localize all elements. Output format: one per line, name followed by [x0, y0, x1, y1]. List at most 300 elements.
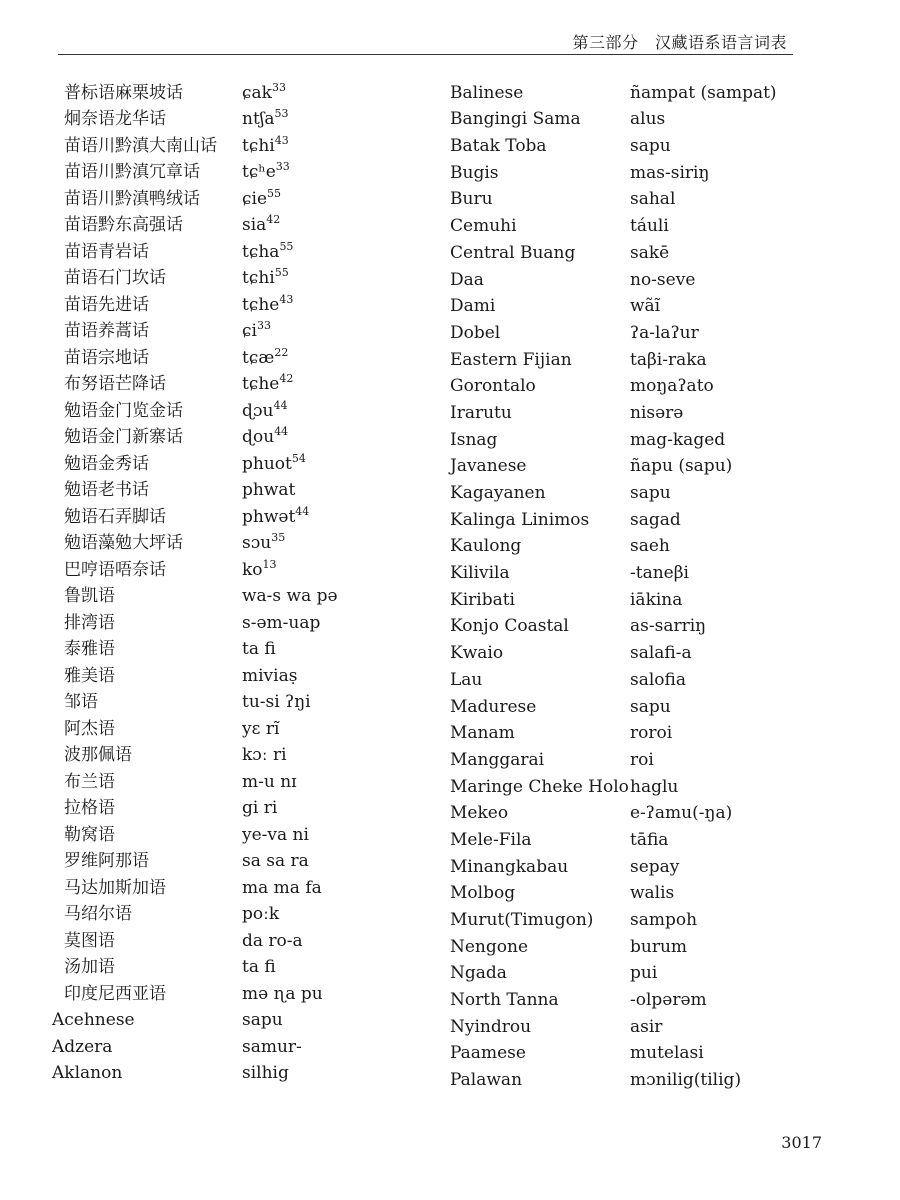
language-name: 炯奈语龙华话 — [64, 109, 166, 129]
language-name: Kagayanen — [450, 483, 546, 503]
tone-mark: 35 — [271, 531, 286, 544]
word-entry — [52, 659, 432, 686]
word-entry — [450, 423, 780, 450]
word-form-text: wãĩ — [630, 296, 661, 317]
word-form — [242, 321, 271, 341]
word-entry — [52, 182, 432, 209]
language-name: 苗语川黔滇冗章话 — [64, 162, 200, 182]
word-entry — [450, 983, 780, 1010]
word-entry — [450, 209, 780, 236]
word-form-text: haglu — [630, 776, 679, 797]
word-form-text: kɔː ri — [242, 745, 287, 765]
word-form-text: ñapu (sapu) — [630, 456, 733, 477]
language-name: 普标语麻栗坡话 — [64, 82, 183, 103]
word-form — [630, 243, 669, 263]
word-entry — [52, 580, 432, 607]
word-entry — [450, 103, 780, 130]
word-form-text: sia — [242, 215, 267, 235]
language-name: Buru — [450, 189, 493, 210]
word-form — [242, 239, 294, 262]
word-form — [630, 376, 714, 396]
word-form — [630, 670, 686, 690]
word-entry — [52, 739, 432, 766]
language-name: Mele-Fila — [450, 829, 532, 850]
word-entry — [52, 1057, 432, 1084]
word-form-text: roi — [630, 749, 654, 770]
language-name: Adzera — [52, 1036, 113, 1057]
word-entry — [450, 290, 780, 317]
word-form — [630, 216, 669, 236]
language-name: 排湾语 — [64, 612, 115, 633]
word-form — [242, 745, 287, 765]
language-name: Ngada — [450, 963, 507, 984]
word-form-text: asir — [630, 1016, 663, 1037]
word-entry — [450, 610, 780, 637]
word-form-text: s-əm-uap — [242, 612, 321, 633]
language-name: 勉语金门览金话 — [64, 400, 183, 421]
word-form-text: tɕhi — [242, 135, 275, 156]
word-form-text: taβi-raka — [630, 349, 707, 370]
word-form-text: roroi — [630, 723, 673, 744]
language-name: Nengone — [450, 936, 529, 957]
word-form-text: mə ɳa pu — [242, 983, 323, 1004]
word-entry — [52, 633, 432, 660]
language-name: Eastern Fijian — [450, 349, 572, 370]
word-entry — [52, 447, 432, 474]
word-form — [630, 1043, 704, 1063]
word-form-text: ʔa-laʔur — [630, 322, 699, 343]
language-name: Cemuhi — [450, 216, 517, 237]
word-form-text: táuli — [630, 216, 669, 237]
word-form — [242, 292, 294, 315]
word-form — [630, 109, 665, 129]
word-form — [630, 536, 670, 556]
word-form-text: ma ma fa — [242, 877, 322, 898]
language-name: Kaulong — [450, 536, 522, 557]
word-entry — [450, 1037, 780, 1064]
word-form — [242, 957, 276, 977]
language-name: 拉格语 — [64, 798, 115, 818]
word-entry — [52, 368, 432, 395]
word-entry — [52, 1030, 432, 1057]
word-entry — [52, 712, 432, 739]
word-entry — [52, 341, 432, 368]
word-form — [242, 772, 297, 792]
tone-mark: 43 — [279, 292, 294, 306]
language-name: Molbog — [450, 883, 516, 904]
word-entry — [450, 823, 780, 850]
word-form — [242, 109, 289, 129]
word-entry — [450, 370, 780, 397]
word-form-text: ɕi — [242, 321, 257, 341]
language-name: 勉语老书话 — [64, 480, 149, 500]
word-entry — [450, 583, 780, 610]
word-entry — [52, 977, 432, 1004]
word-form — [242, 1063, 289, 1083]
word-entry — [450, 76, 780, 103]
word-form-text: salofia — [630, 669, 687, 690]
language-name: 苗语先进话 — [64, 294, 149, 315]
word-form — [630, 857, 679, 877]
word-form-text: tɕhe — [242, 294, 280, 315]
language-name: 印度尼西亚语 — [64, 983, 166, 1004]
language-name: 莫图语 — [64, 930, 115, 951]
language-name: 勉语藻勉大坪话 — [64, 533, 183, 553]
word-form-text: ko — [242, 559, 263, 580]
word-form — [630, 697, 671, 717]
word-form-text: sapu — [242, 1010, 283, 1030]
word-form — [242, 1037, 302, 1057]
tone-mark: 22 — [274, 345, 289, 359]
word-form-text: sapu — [630, 696, 671, 717]
word-entry — [52, 871, 432, 898]
word-entry — [52, 129, 432, 156]
language-name: 布努语芒降话 — [64, 374, 166, 394]
word-entry — [450, 957, 780, 984]
word-form — [242, 931, 303, 951]
language-name: Kiribati — [450, 589, 515, 610]
word-form — [630, 963, 657, 983]
language-name: 苗语宗地话 — [64, 347, 149, 368]
word-form-text: poːk — [242, 904, 280, 924]
word-form — [630, 1070, 741, 1090]
word-entry — [450, 1010, 780, 1037]
page-number: 3017 — [781, 1133, 822, 1152]
word-form-text: wa-s wa pə — [242, 586, 338, 606]
word-form-text: da ro-a — [242, 930, 303, 951]
language-name: Bugis — [450, 162, 499, 183]
language-name: Madurese — [450, 696, 537, 717]
word-form — [242, 268, 289, 288]
word-form-text: walis — [630, 883, 675, 904]
word-form-text: phuot — [242, 453, 292, 474]
word-form-text: tɕha — [242, 241, 280, 262]
word-form-text: sapu — [630, 136, 671, 157]
word-form — [630, 616, 706, 636]
right-column — [450, 76, 780, 1090]
language-name: 勉语金秀话 — [64, 453, 149, 474]
word-form — [630, 456, 732, 476]
word-form — [242, 904, 279, 924]
word-entry — [450, 663, 780, 690]
word-entry — [52, 553, 432, 580]
word-entry — [450, 636, 780, 663]
word-form-text: iākina — [630, 589, 683, 610]
word-form — [242, 798, 277, 818]
word-form — [242, 586, 338, 606]
word-entry — [450, 717, 780, 744]
word-form — [242, 504, 310, 527]
word-form — [630, 189, 675, 209]
word-form-text: ɖou — [242, 427, 275, 447]
word-form — [630, 643, 692, 663]
language-name: Kwaio — [450, 643, 504, 664]
word-form-text: tɕæ — [242, 347, 275, 368]
word-form — [630, 937, 687, 957]
word-form — [242, 719, 279, 739]
language-name: Kilivila — [450, 563, 510, 584]
language-name: 苗语青岩话 — [64, 241, 149, 262]
word-form — [630, 1017, 662, 1037]
word-entry — [450, 690, 780, 717]
word-entry — [52, 235, 432, 262]
word-entry — [52, 103, 432, 130]
word-form — [630, 510, 681, 530]
word-entry — [450, 183, 780, 210]
language-name: Isnag — [450, 429, 498, 450]
word-entry — [450, 316, 780, 343]
word-form — [630, 590, 682, 610]
word-form-text: sɔu — [242, 533, 272, 553]
language-name: 马达加斯加语 — [64, 877, 166, 898]
word-entry — [450, 903, 780, 930]
word-entry — [450, 770, 780, 797]
word-entry — [52, 606, 432, 633]
language-name: 勒窝语 — [64, 824, 115, 845]
word-form — [630, 563, 689, 583]
language-name: Lau — [450, 669, 483, 690]
word-form — [242, 533, 285, 553]
word-form — [630, 803, 732, 823]
word-entry — [450, 877, 780, 904]
word-entry — [52, 262, 432, 289]
word-entry — [52, 898, 432, 925]
word-entry — [450, 1063, 780, 1090]
word-form — [242, 186, 282, 209]
word-form-text: ɖɔu — [242, 400, 274, 421]
tone-mark: 55 — [267, 186, 282, 200]
word-form — [242, 133, 289, 156]
language-name: 苗语川黔滇大南山话 — [64, 135, 217, 156]
language-name: 布兰语 — [64, 771, 115, 792]
tone-mark: 54 — [291, 451, 306, 465]
word-form-text: alus — [630, 109, 666, 130]
word-entry — [52, 792, 432, 819]
language-name: 邹语 — [64, 692, 98, 712]
word-form — [242, 851, 309, 871]
language-name: 苗语养蒿话 — [64, 321, 149, 341]
language-name: 马绍尔语 — [64, 904, 132, 924]
word-form-text: moŋaʔato — [630, 376, 714, 397]
word-form-text: -olpərəm — [630, 990, 707, 1011]
language-name: Palawan — [450, 1070, 523, 1091]
language-name: Irarutu — [450, 402, 512, 423]
word-form — [242, 374, 293, 394]
word-entry — [450, 850, 780, 877]
language-name: Kalinga Linimos — [450, 509, 590, 530]
word-form — [630, 83, 777, 103]
word-form — [242, 692, 311, 712]
language-name: North Tanna — [450, 990, 559, 1011]
word-form — [630, 830, 668, 850]
language-name: 阿杰语 — [64, 718, 115, 739]
language-name: Manggarai — [450, 749, 545, 770]
word-entry — [52, 818, 432, 845]
word-entry — [450, 503, 780, 530]
word-form-text: saeh — [630, 536, 670, 557]
word-entry — [450, 396, 780, 423]
word-form — [242, 984, 323, 1004]
language-name: 苗语川黔滇鸭绒话 — [64, 188, 200, 209]
language-name: Paamese — [450, 1043, 526, 1064]
word-form-text: miviaṣ — [242, 665, 298, 686]
word-entry — [52, 315, 432, 342]
word-entry — [52, 500, 432, 527]
language-name: Balinese — [450, 82, 524, 103]
word-entry — [52, 765, 432, 792]
word-form — [630, 723, 672, 743]
word-entry — [52, 924, 432, 951]
word-form — [630, 777, 678, 797]
word-entry — [52, 951, 432, 978]
word-form-text: nisərə — [630, 402, 684, 423]
word-entry — [52, 474, 432, 501]
word-form-text: mutelasi — [630, 1043, 704, 1064]
language-name: Mekeo — [450, 803, 509, 824]
word-form-text: m-u nɪ — [242, 771, 297, 792]
word-form-text: tāfia — [630, 829, 669, 850]
word-form-text: pui — [630, 963, 658, 984]
word-form-text: e-ʔamu(-ŋa) — [630, 803, 733, 824]
word-entry — [52, 527, 432, 554]
word-form — [630, 323, 699, 343]
language-name: 勉语石弄脚话 — [64, 506, 166, 527]
word-form — [242, 557, 277, 580]
language-name: 勉语金门新寨话 — [64, 427, 183, 447]
word-form-text: phwət — [242, 506, 296, 527]
word-form — [242, 878, 322, 898]
word-form-text: ntʃa — [242, 109, 275, 129]
word-entry — [450, 129, 780, 156]
tone-mark: 33 — [271, 80, 286, 94]
word-form — [242, 666, 297, 686]
language-name: Maringe Cheke Holo — [450, 776, 629, 797]
word-form-text: -taneβi — [630, 563, 689, 584]
language-name: Bangingi Sama — [450, 109, 581, 130]
tone-mark: 44 — [273, 398, 288, 412]
word-form-text: mɔnilig(tilig) — [630, 1070, 742, 1091]
word-form-text: phwat — [242, 480, 296, 500]
word-form-text: sampoh — [630, 910, 698, 930]
language-name: 罗维阿那语 — [64, 851, 149, 871]
word-form — [630, 750, 654, 770]
word-entry — [450, 343, 780, 370]
word-form — [630, 883, 674, 903]
language-name: Central Buang — [450, 242, 576, 263]
word-entry — [450, 930, 780, 957]
language-name: 雅美语 — [64, 665, 115, 686]
language-name: 巴哼语唔奈话 — [64, 559, 166, 580]
word-form — [242, 639, 276, 659]
word-form-text: sa sa ra — [242, 851, 309, 871]
word-form — [242, 613, 320, 633]
word-form — [630, 483, 671, 503]
word-form — [242, 162, 290, 182]
word-entry — [450, 236, 780, 263]
language-name: 波那佩语 — [64, 745, 132, 765]
word-entry — [52, 156, 432, 183]
tone-mark: 42 — [266, 213, 281, 226]
language-name: 苗语石门坎话 — [64, 268, 166, 288]
tone-mark: 33 — [275, 160, 290, 173]
word-entry — [52, 686, 432, 713]
word-form-text: sahal — [630, 189, 676, 210]
tone-mark: 53 — [274, 107, 289, 120]
word-form — [242, 825, 309, 845]
word-form-text: yɛ rĩ — [242, 718, 280, 739]
word-entry — [450, 797, 780, 824]
header-title: 第三部分 汉藏语系语言词表 — [572, 33, 787, 52]
word-form-text: tɕhi — [242, 268, 275, 288]
word-form-text: ɕak — [242, 82, 272, 103]
language-name: Acehnese — [52, 1010, 135, 1030]
word-entry — [52, 421, 432, 448]
word-form — [630, 403, 683, 423]
word-form-text: tɕhe — [242, 374, 280, 394]
word-entry — [52, 394, 432, 421]
word-form — [630, 910, 697, 930]
word-form-text: ta fi — [242, 639, 276, 659]
word-entry — [450, 530, 780, 557]
word-form — [242, 427, 288, 447]
tone-mark: 55 — [274, 266, 289, 279]
language-name: Dobel — [450, 322, 501, 343]
language-name: Manam — [450, 723, 515, 744]
word-entry — [52, 845, 432, 872]
language-name: Batak Toba — [450, 136, 547, 157]
word-form — [242, 451, 306, 474]
word-form-text: silhig — [242, 1063, 289, 1083]
word-form — [630, 163, 709, 183]
language-name: Aklanon — [52, 1063, 123, 1083]
word-entry — [450, 156, 780, 183]
language-name: Konjo Coastal — [450, 616, 569, 637]
word-form — [242, 1010, 283, 1030]
word-form-text: no-seve — [630, 269, 696, 290]
language-name: 泰雅语 — [64, 639, 115, 659]
language-name: 鲁凯语 — [64, 586, 115, 606]
tone-mark: 44 — [274, 425, 289, 438]
language-name: Javanese — [450, 456, 527, 477]
word-form — [242, 345, 289, 368]
left-column — [52, 76, 432, 1083]
word-form-text: sagad — [630, 509, 681, 530]
tone-mark: 33 — [256, 319, 271, 332]
word-form-text: sepay — [630, 856, 680, 877]
word-form — [630, 430, 725, 450]
language-name: Gorontalo — [450, 376, 536, 397]
page-header — [58, 26, 793, 55]
word-form-text: ye-va ni — [242, 824, 309, 845]
word-form-text: mag-kaged — [630, 429, 726, 450]
word-form — [242, 480, 295, 500]
tone-mark: 42 — [279, 372, 294, 385]
word-form-text: salafi-a — [630, 643, 692, 664]
word-form-text: ɕie — [242, 188, 268, 209]
language-name: Dami — [450, 296, 496, 317]
word-entry — [52, 1004, 432, 1031]
language-name: Daa — [450, 269, 484, 290]
word-form-text: burum — [630, 936, 688, 957]
word-form-text: samur- — [242, 1036, 302, 1057]
word-form — [630, 136, 671, 156]
language-name: Minangkabau — [450, 856, 569, 877]
word-form-text: gi ri — [242, 798, 278, 818]
word-form-text: ñampat (sampat) — [630, 82, 777, 103]
word-form-text: ta fi — [242, 957, 276, 977]
word-entry — [450, 476, 780, 503]
tone-mark: 44 — [295, 504, 310, 518]
